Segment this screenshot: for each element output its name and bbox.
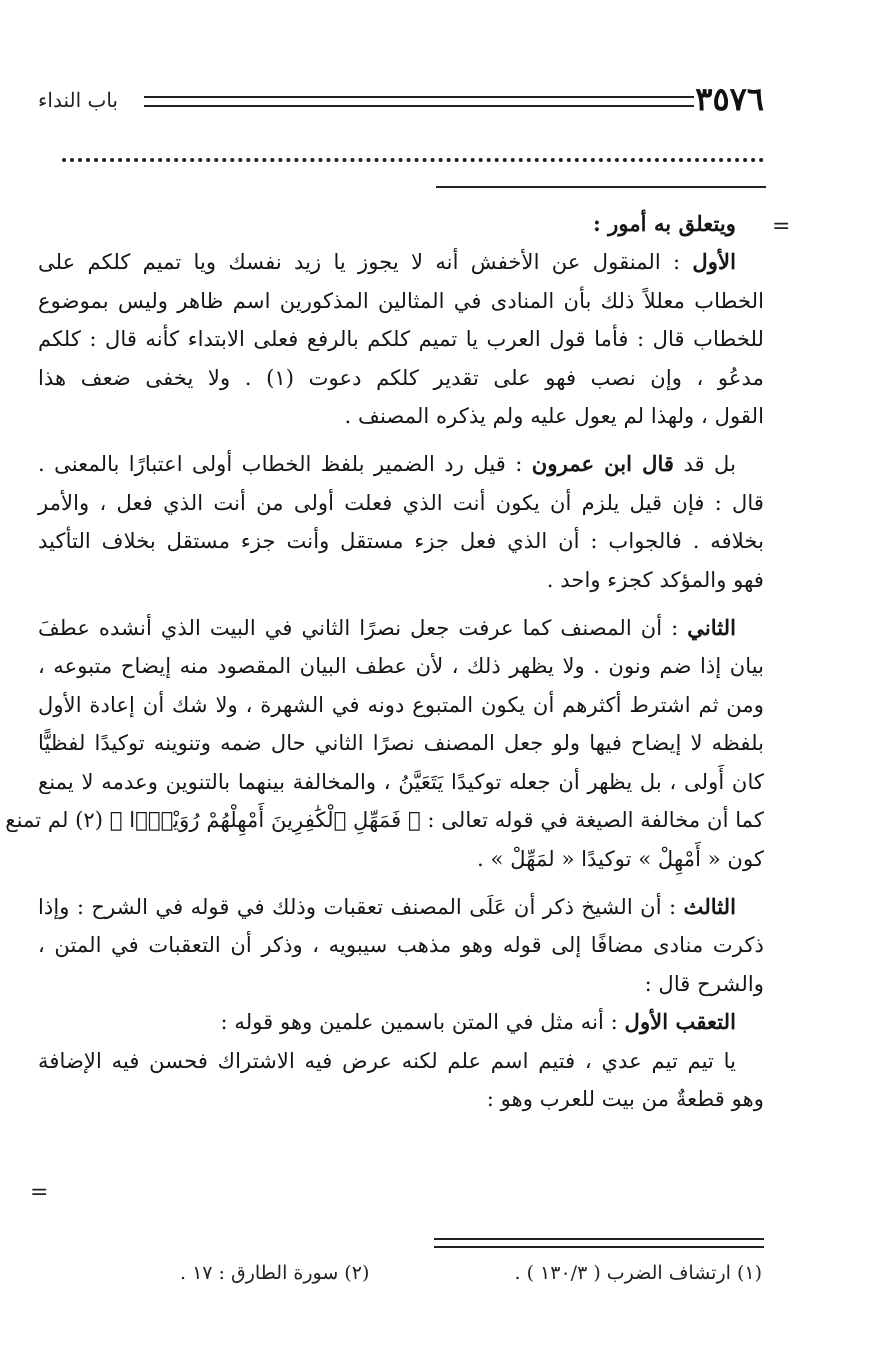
footnote-1: (١) ارتشاف الضرب ( ١٣٠/٣ ) .: [514, 1262, 762, 1284]
paragraph-lead: التعقب الأول: [624, 1009, 736, 1035]
text-line: الثاني : أن المصنف كما عرفت جعل نصرًا الثاني في البيت الذي أنشده عطفَ: [38, 615, 736, 641]
text-line: كان أَولى ، بل يظهر أن جعله توكيدًا يَتَعَيَّنُ ، والمخالفة بينهما بالتنوين وعدمه لا يمنع: [38, 768, 764, 794]
text-line: كون « أَمْهِلْ » توكيدًا « لمَهِّلْ » .: [477, 845, 764, 871]
text-line: بل قد قال ابن عمرون : قيل رد الضمير بلفظ الخطاب أولى اعتبارًا بالمعنى .: [38, 451, 736, 477]
paragraph-second: [5, 609, 764, 878]
text-line: فهو والمؤكد كجزء واحد .: [546, 566, 764, 592]
paragraph-third: [38, 888, 764, 1003]
paragraph-ibn-amrun: [38, 445, 764, 599]
running-header: [38, 80, 764, 118]
footnote-2: (٢) سورة الطارق : ١٧ .: [180, 1262, 370, 1284]
intro-line: ويتعلق به أمور :: [592, 211, 736, 236]
section-rule: [436, 186, 766, 188]
paragraph-lead: الثاني: [687, 615, 736, 641]
text-line: مدعُو ، وإن نصب فهو على تقدير كلكم دعوت (١) . ولا يخفى ضعف هذا: [38, 364, 764, 390]
footnote-rule: [434, 1238, 764, 1248]
text-line: قال : فإن قيل يلزم أن يكون أنت الذي فعلت أولى من أنت الذي فعل ، والأمر: [38, 489, 764, 515]
text-line: ومن ثم اشترط أكثرهم أن يكون المتبوع دونه في الشهرة ، ولا شك أن إعادة الأول: [38, 691, 764, 717]
margin-mark-bottom: =: [30, 1180, 49, 1205]
text-line: التعقب الأول : أنه مثل في المتن باسمين علمين وهو قوله :: [220, 1009, 736, 1035]
chapter-title: باب النداء: [38, 88, 118, 112]
text-line: للخطاب قال : فأما قول العرب يا تميم كلكم بالرفع فعلى الابتداء كأنه قال : كلكم: [38, 326, 764, 352]
text-line: القول ، ولهذا لم يعول عليه ولم يذكره المصنف .: [344, 403, 764, 429]
text-line: الخطاب معللاً ذلك بأن المنادى في المثالين المذكورين اسم ظاهر وليس بموضوع: [38, 287, 764, 313]
paragraph-lead: الأول: [692, 249, 736, 275]
header-double-rule: [144, 96, 694, 107]
text-line: يا تيم تيم عدي ، فتيم اسم علم لكنه عرض فيه الاشتراك فحسن فيه الإضافة: [38, 1047, 736, 1073]
text-line: بيان إذا ضم ونون . ولا يظهر ذلك ، لأن عطف البيان المقصود منه إيضاح متبوعه ،: [38, 653, 764, 679]
paragraph-first-critique: [38, 1003, 764, 1041]
text-line: بلفظه لا إيضاح فيها ولو جعل المصنف نصرًا الثاني حال ضمه وتنوينه توكيدًا لفظيًّا: [38, 730, 764, 756]
margin-mark-top: =: [772, 214, 791, 239]
paragraph-ya-taym: [38, 1042, 764, 1119]
text-line: بخلافه . فالجواب : أن الذي فعل جزء مستقل وأنت جزء مستقل بخلاف التأكيد: [38, 528, 764, 554]
footnotes: [180, 1262, 762, 1284]
paragraph-lead: الثالث: [683, 893, 736, 919]
dotted-separator: [62, 158, 764, 162]
text-line: الأول : المنقول عن الأخفش أنه لا يجوز يا زيد نفسك ويا تميم كلكم على: [38, 249, 736, 275]
body-text: [5, 205, 764, 1118]
quran-quote-line: كما أن مخالفة الصيغة في قوله تعالى : ﴿ فَمَهِّلِ ٱلْكَٰفِرِينَ أَمْهِلْهُمْ رُوَيْدًۢا ﴾ (٢) لم تمنع: [5, 807, 764, 833]
paragraph-lead: قال ابن عمرون: [531, 451, 675, 477]
text-line: الثالث : أن الشيخ ذكر أن عَلَى المصنف تعقبات وذلك في قوله في الشرح : وإذا: [38, 893, 736, 919]
text-line: ذكرت منادى مضافًا إلى قوله وهو مذهب سيبويه ، وذكر أن التعقبات في المتن ،: [38, 932, 764, 958]
text-line: وهو قطعةٌ من بيت للعرب وهو :: [486, 1085, 764, 1111]
page-number: ٣٥٧٦: [695, 80, 764, 118]
paragraph-first: [38, 243, 764, 435]
text-line: والشرح قال :: [644, 970, 764, 996]
